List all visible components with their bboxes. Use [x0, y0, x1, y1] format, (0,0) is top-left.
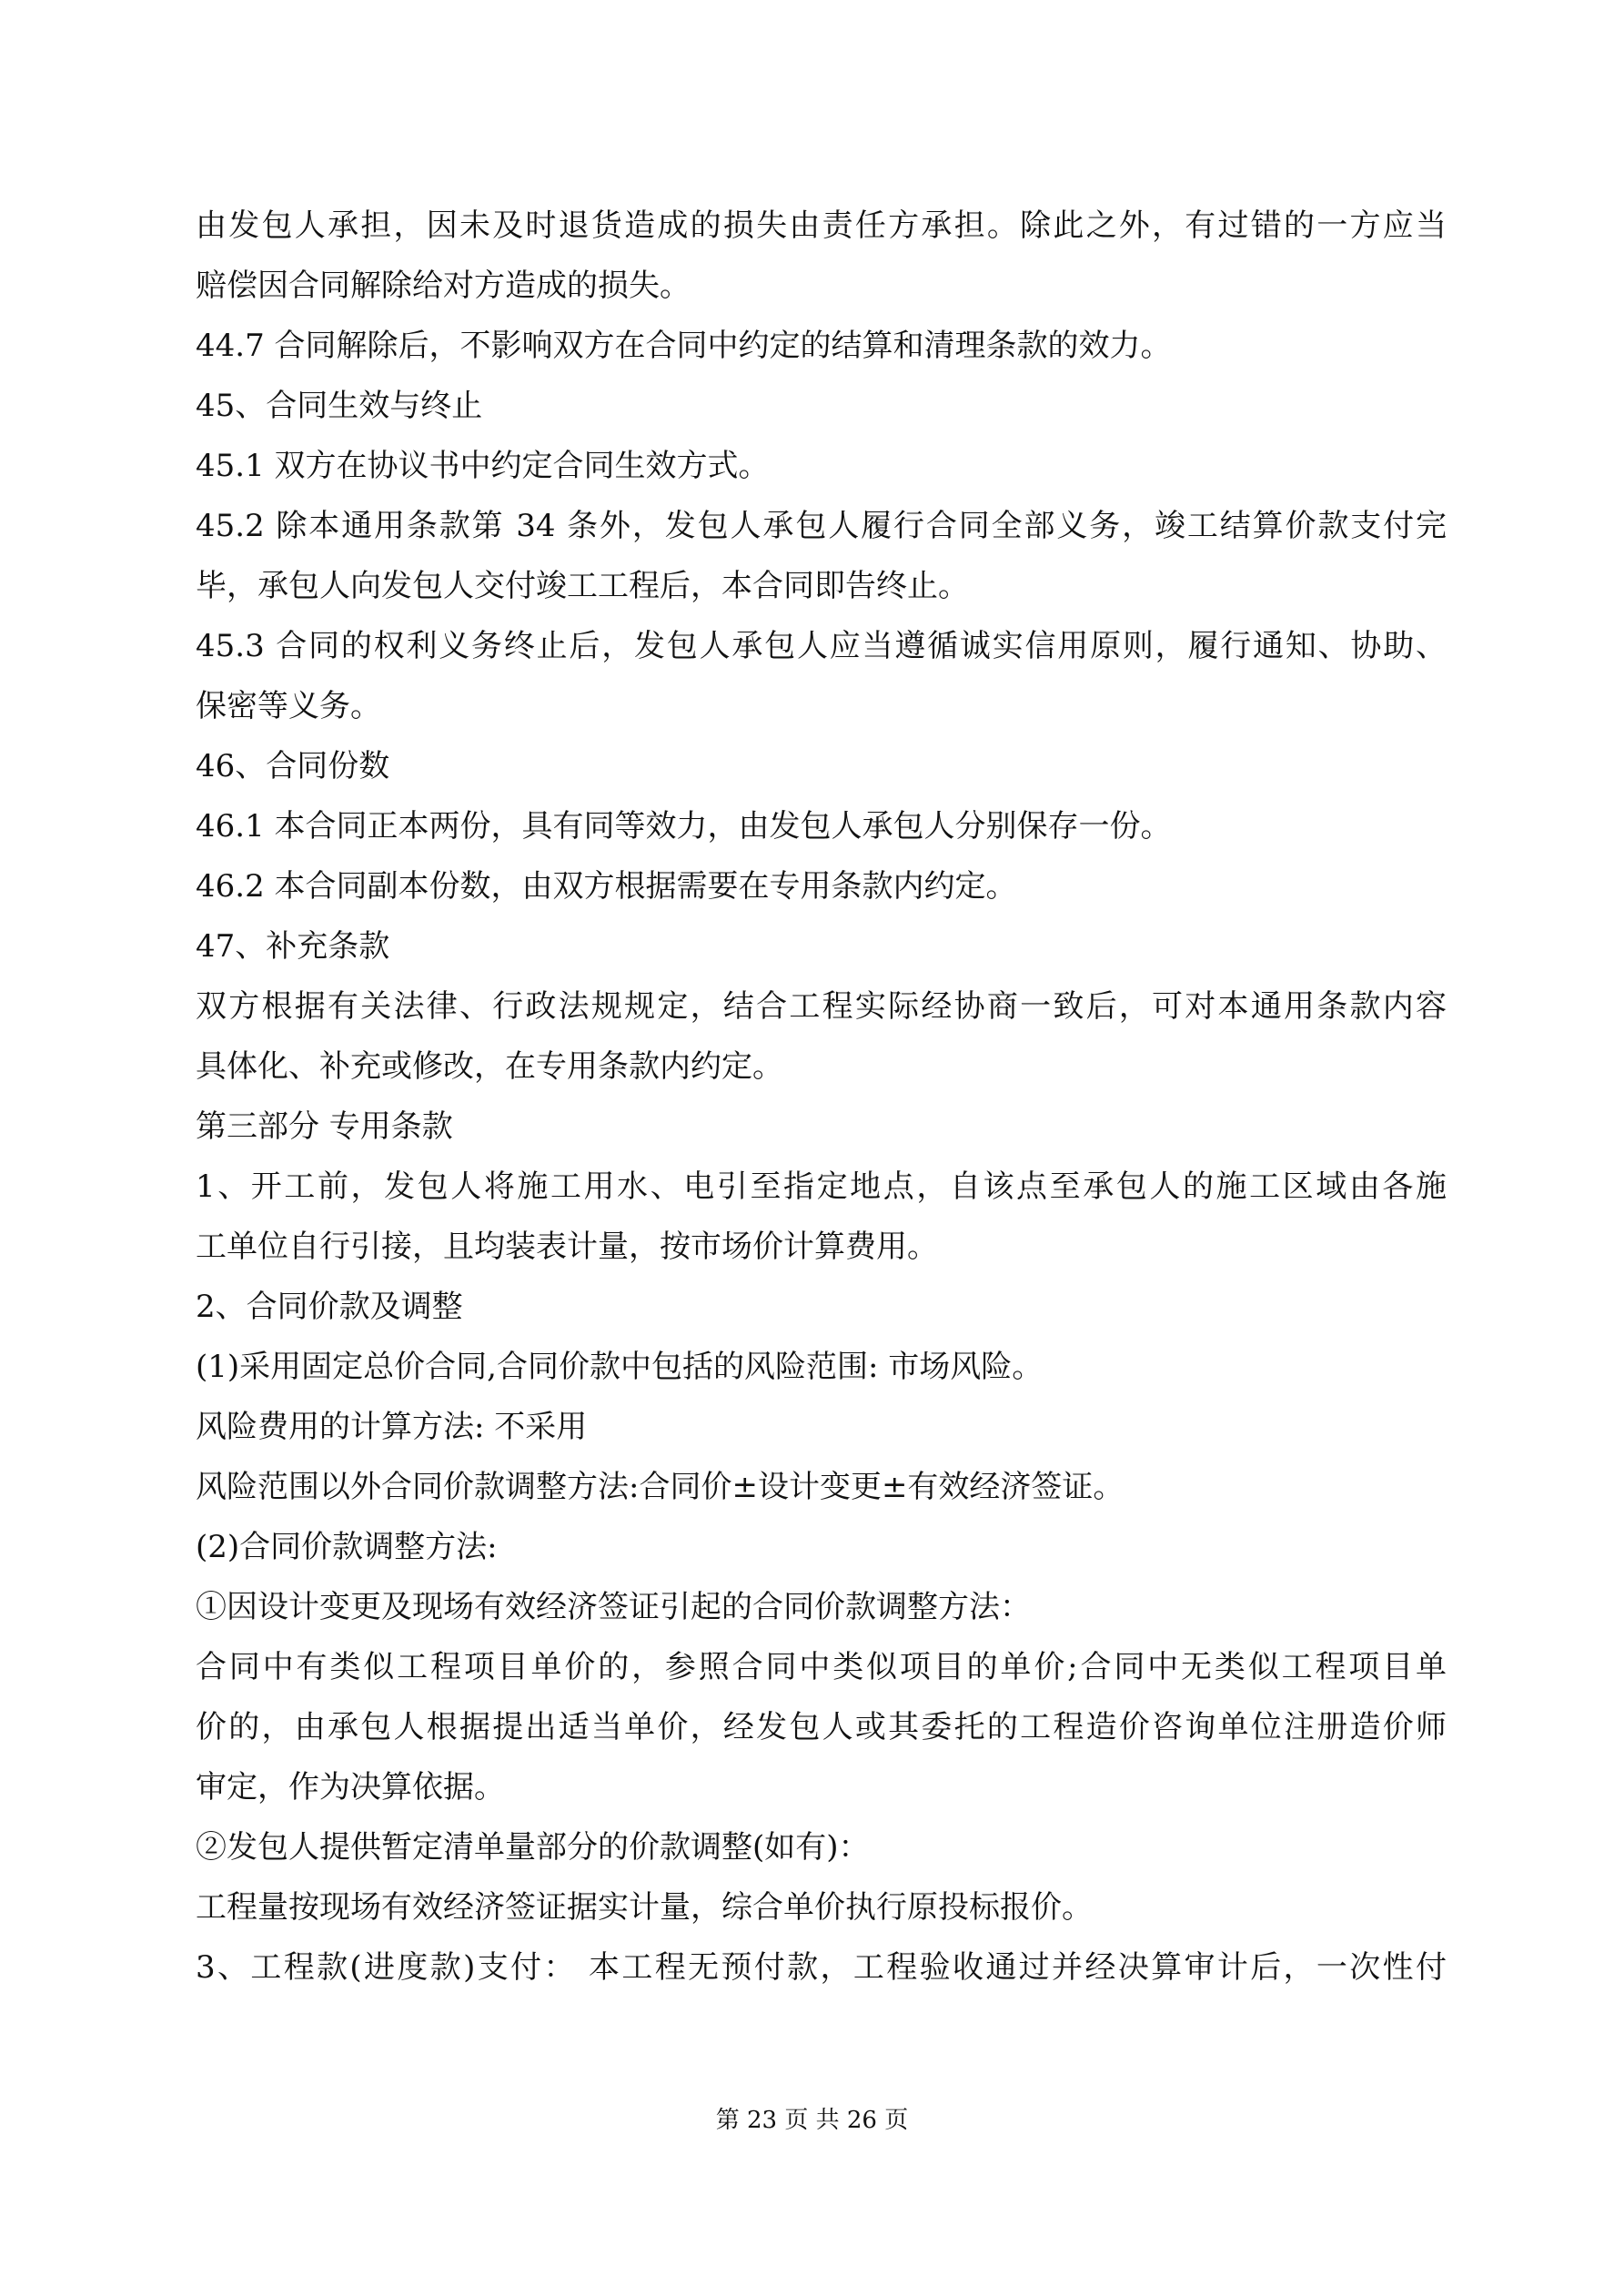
- text-line: 46、合同份数: [196, 748, 390, 784]
- text-line: 1、开工前，发包人将施工用水、电引至指定地点，自该点至承包人的施工区域由各施: [196, 1168, 1447, 1205]
- text-line: (1)采用固定总价合同,合同价款中包括的风险范围: 市场风险。: [196, 1349, 1044, 1385]
- page-number-footer: 第 23 页 共 26 页: [715, 2107, 909, 2134]
- text-line: 价的，由承包人根据提出适当单价，经发包人或其委托的工程造价咨询单位注册造价师: [196, 1709, 1447, 1745]
- text-line: 45.1 双方在协议书中约定合同生效方式。: [196, 448, 770, 484]
- text-line: 2、合同价款及调整: [196, 1289, 463, 1325]
- text-line: 45.3 合同的权利义务终止后，发包人承包人应当遵循诚实信用原则，履行通知、协助、: [196, 628, 1447, 664]
- text-line: ②发包人提供暂定清单量部分的价款调整(如有)：: [196, 1829, 870, 1866]
- text-line: 46.1 本合同正本两份，具有同等效力，由发包人承包人分别保存一份。: [196, 808, 1172, 845]
- text-line: ①因设计变更及现场有效经济签证引起的合同价款调整方法：: [196, 1589, 1031, 1625]
- text-line: 审定，作为决算依据。: [196, 1769, 505, 1805]
- text-line: 工程量按现场有效经济签证据实计量，综合单价执行原投标报价。: [196, 1889, 1093, 1926]
- text-line: 47、补充条款: [196, 928, 390, 965]
- text-line: 45.2 除本通用条款第 34 条外，发包人承包人履行合同全部义务，竣工结算价款支付完: [196, 508, 1447, 544]
- text-line: 双方根据有关法律、行政法规规定，结合工程实际经协商一致后，可对本通用条款内容: [196, 988, 1447, 1025]
- text-line: 保密等义务。: [196, 688, 381, 724]
- text-line: 44.7 合同解除后，不影响双方在合同中约定的结算和清理条款的效力。: [196, 328, 1172, 364]
- text-line: 工单位自行引接，且均装表计量，按市场价计算费用。: [196, 1229, 938, 1265]
- text-line: 毕，承包人向发包人交付竣工工程后，本合同即告终止。: [196, 568, 969, 604]
- text-line: 由发包人承担，因未及时退货造成的损失由责任方承担。除此之外，有过错的一方应当: [196, 207, 1447, 244]
- document-body: [196, 196, 1447, 1998]
- text-line: 46.2 本合同副本份数，由双方根据需要在专用条款内约定。: [196, 868, 1017, 905]
- text-line: 风险范围以外合同价款调整方法:合同价±设计变更±有效经济签证。: [196, 1469, 1125, 1505]
- text-line: 第三部分 专用条款: [196, 1108, 453, 1145]
- text-line: 赔偿因合同解除给对方造成的损失。: [196, 268, 691, 304]
- text-line: 3、工程款(进度款)支付： 本工程无预付款，工程验收通过并经决算审计后，一次性付: [196, 1949, 1447, 1986]
- text-line: 合同中有类似工程项目单价的，参照合同中类似项目的单价;合同中无类似工程项目单: [196, 1649, 1447, 1685]
- text-line: 风险费用的计算方法: 不采用: [196, 1409, 588, 1445]
- text-line: 具体化、补充或修改，在专用条款内约定。: [196, 1048, 783, 1085]
- text-line: 45、合同生效与终止: [196, 388, 483, 424]
- text-line: (2)合同价款调整方法:: [196, 1529, 498, 1565]
